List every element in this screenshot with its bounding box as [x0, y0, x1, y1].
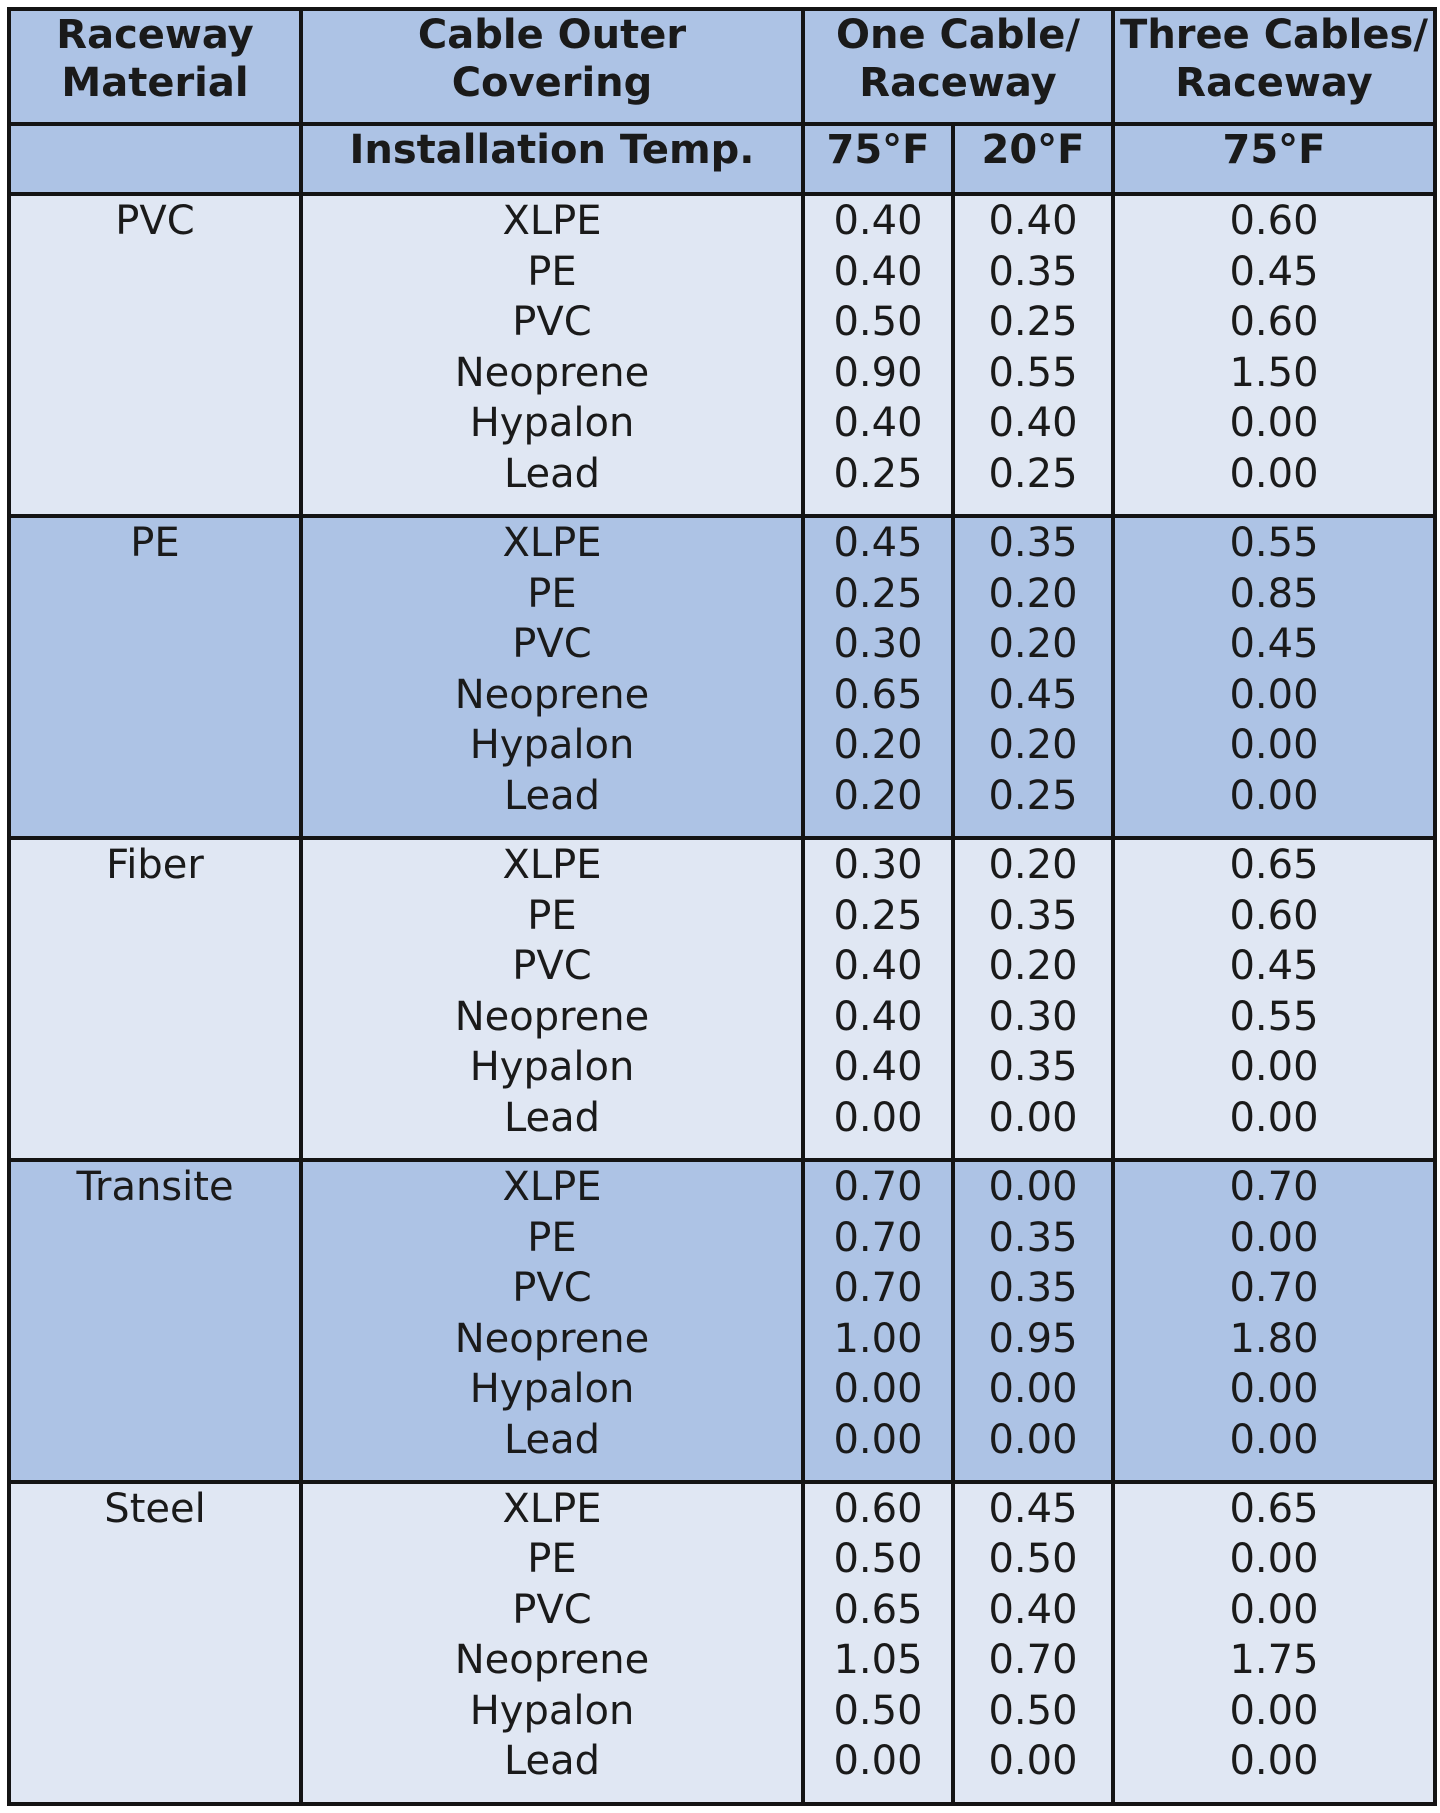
one-cable-75f-cell	[803, 1482, 953, 1804]
raceway-material-cell	[9, 838, 301, 1160]
coefficient-value: 0.40	[833, 1044, 923, 1091]
coefficient-value: 0.60	[833, 1485, 923, 1532]
header-empty-cell	[9, 124, 301, 194]
coefficient-value: 0.40	[988, 400, 1078, 447]
coefficient-value: 0.95	[988, 1315, 1078, 1362]
one-cable-20f-cell	[953, 516, 1113, 838]
header-temp-three-cables-75f: 75°F	[1113, 124, 1435, 194]
three-cables-75f-cell	[1113, 1160, 1435, 1482]
coefficient-value: 0.00	[1229, 1687, 1319, 1734]
coefficient-value: 0.00	[833, 1738, 923, 1785]
header-temp-one-cable-75f: 75°F	[803, 124, 953, 194]
covering-label: Neoprene	[454, 1637, 650, 1684]
coefficient-value: 0.00	[988, 1416, 1078, 1463]
coefficient-value: 0.30	[833, 621, 923, 668]
coefficient-value: 0.00	[1229, 1536, 1319, 1583]
coefficient-value: 0.45	[1229, 943, 1319, 990]
covering-label: XLPE	[502, 198, 602, 245]
coefficient-value: 0.65	[833, 1586, 923, 1633]
header-temp-one-cable-20f: 20°F	[953, 124, 1113, 194]
covering-label: PE	[527, 570, 577, 617]
coefficient-value: 0.40	[833, 248, 923, 295]
coefficient-value: 0.00	[1229, 1094, 1319, 1141]
coefficient-value: 0.35	[988, 1044, 1078, 1091]
coefficient-value: 0.55	[1229, 993, 1319, 1040]
coefficient-value: 0.65	[1229, 842, 1319, 889]
raceway-material-cell	[9, 194, 301, 516]
coefficient-value: 0.00	[988, 1366, 1078, 1413]
coefficient-value: 0.50	[833, 1687, 923, 1734]
coefficient-value: 0.40	[833, 993, 923, 1040]
one-cable-20f-cell	[953, 838, 1113, 1160]
three-cables-75f-cell	[1113, 838, 1435, 1160]
header-one-cable-per-raceway	[803, 9, 1113, 124]
coefficient-value: 0.40	[833, 198, 923, 245]
coefficient-value: 0.20	[988, 842, 1078, 889]
coefficient-value: 0.20	[988, 621, 1078, 668]
coefficient-value: 0.35	[988, 1265, 1078, 1312]
coefficient-value: 0.20	[833, 772, 923, 819]
coefficient-value: 0.25	[833, 450, 923, 497]
coefficient-value: 0.00	[1229, 1214, 1319, 1261]
covering-label: PVC	[512, 299, 592, 346]
one-cable-75f-cell	[803, 838, 953, 1160]
covering-label: Lead	[503, 1738, 601, 1785]
coefficient-value: 0.00	[1229, 400, 1319, 447]
covering-label: Neoprene	[454, 1315, 650, 1362]
raceway-material-label: PE	[130, 520, 180, 567]
header-raceway-material	[9, 9, 301, 124]
coefficient-value: 0.25	[833, 892, 923, 939]
covering-label: Hypalon	[469, 1366, 635, 1413]
covering-label: PE	[527, 892, 577, 939]
coefficient-value: 0.00	[988, 1094, 1078, 1141]
covering-label: XLPE	[502, 842, 602, 889]
coefficient-value: 0.50	[833, 1536, 923, 1583]
coefficient-value: 0.40	[833, 400, 923, 447]
coefficient-value: 0.35	[988, 248, 1078, 295]
three-cables-75f-cell	[1113, 516, 1435, 838]
coefficient-value: 0.00	[988, 1164, 1078, 1211]
coefficient-value: 0.60	[1229, 198, 1319, 245]
covering-label: PVC	[512, 1265, 592, 1312]
cable-covering-cell	[301, 1482, 803, 1804]
header-line: Raceway	[1175, 60, 1373, 106]
raceway-material-label: Steel	[104, 1485, 206, 1532]
cable-covering-cell	[301, 838, 803, 1160]
coefficient-value: 0.35	[988, 892, 1078, 939]
coefficient-value: 0.35	[988, 1214, 1078, 1261]
header-row	[9, 9, 1435, 124]
covering-label: PVC	[512, 943, 592, 990]
coefficient-value: 0.70	[1229, 1265, 1319, 1312]
coefficient-value: 1.80	[1229, 1315, 1319, 1362]
coefficient-value: 0.20	[988, 943, 1078, 990]
coefficient-value: 1.05	[833, 1637, 923, 1684]
covering-label: XLPE	[502, 1485, 602, 1532]
coefficient-value: 0.45	[988, 1485, 1078, 1532]
one-cable-75f-cell	[803, 1160, 953, 1482]
cable-covering-cell	[301, 516, 803, 838]
header-installation-temp: Installation Temp.	[301, 124, 803, 194]
coefficient-value: 0.60	[1229, 299, 1319, 346]
covering-label: Lead	[503, 772, 601, 819]
coefficient-value: 0.70	[833, 1214, 923, 1261]
header-line: Covering	[451, 60, 653, 106]
coefficient-value: 0.00	[1229, 1586, 1319, 1633]
raceway-material-cell	[9, 1482, 301, 1804]
one-cable-75f-cell	[803, 194, 953, 516]
coefficient-value: 0.70	[833, 1265, 923, 1312]
covering-label: PE	[527, 248, 577, 295]
coefficient-value: 0.00	[1229, 722, 1319, 769]
raceway-material-cell	[9, 1160, 301, 1482]
header-line: Cable Outer	[417, 12, 687, 58]
friction-coefficient-table	[7, 7, 1437, 1806]
material-group-row	[9, 1160, 1435, 1482]
coefficient-value: 0.55	[1229, 520, 1319, 567]
coefficient-value: 0.00	[1229, 1738, 1319, 1785]
covering-label: Lead	[503, 1094, 601, 1141]
coefficient-value: 0.60	[1229, 892, 1319, 939]
one-cable-20f-cell	[953, 194, 1113, 516]
coefficient-value: 0.00	[1229, 1366, 1319, 1413]
covering-label: XLPE	[502, 1164, 602, 1211]
material-group-row	[9, 1482, 1435, 1804]
coefficient-value: 0.35	[988, 520, 1078, 567]
coefficient-value: 0.70	[1229, 1164, 1319, 1211]
covering-label: Neoprene	[454, 349, 650, 396]
one-cable-20f-cell	[953, 1160, 1113, 1482]
header-three-cables-per-raceway	[1113, 9, 1435, 124]
coefficient-value: 0.00	[1229, 671, 1319, 718]
coefficient-value: 0.00	[988, 1738, 1078, 1785]
coefficient-value: 0.55	[988, 349, 1078, 396]
coefficient-value: 0.20	[988, 570, 1078, 617]
coefficient-value: 0.65	[833, 671, 923, 718]
covering-label: Neoprene	[454, 993, 650, 1040]
one-cable-20f-cell	[953, 1482, 1113, 1804]
temperature-header-row	[9, 124, 1435, 194]
coefficient-value: 0.40	[988, 198, 1078, 245]
covering-label: Hypalon	[469, 1044, 635, 1091]
coefficient-value: 0.20	[833, 722, 923, 769]
coefficient-value: 0.40	[988, 1586, 1078, 1633]
header-line: Raceway	[859, 60, 1057, 106]
coefficient-value: 0.30	[833, 842, 923, 889]
three-cables-75f-cell	[1113, 194, 1435, 516]
covering-label: PE	[527, 1214, 577, 1261]
raceway-material-label: Transite	[76, 1164, 234, 1211]
covering-label: Hypalon	[469, 400, 635, 447]
coefficient-value: 0.40	[833, 943, 923, 990]
material-group-row	[9, 838, 1435, 1160]
coefficient-value: 0.00	[1229, 1044, 1319, 1091]
coefficient-value: 0.00	[1229, 772, 1319, 819]
coefficient-value: 0.00	[833, 1366, 923, 1413]
header-line: Raceway	[56, 12, 254, 58]
header-line: Material	[61, 60, 249, 106]
covering-label: PE	[527, 1536, 577, 1583]
covering-label: Hypalon	[469, 722, 635, 769]
raceway-material-label: PVC	[115, 198, 195, 245]
coefficient-value: 0.45	[1229, 248, 1319, 295]
coefficient-value: 0.25	[988, 772, 1078, 819]
covering-label: Lead	[503, 1416, 601, 1463]
coefficient-value: 0.45	[988, 671, 1078, 718]
coefficient-value: 0.30	[988, 993, 1078, 1040]
covering-label: Neoprene	[454, 671, 650, 718]
covering-label: PVC	[512, 1586, 592, 1633]
covering-label: XLPE	[502, 520, 602, 567]
coefficient-value: 0.50	[988, 1536, 1078, 1583]
cable-covering-cell	[301, 194, 803, 516]
cable-covering-cell	[301, 1160, 803, 1482]
coefficient-value: 0.65	[1229, 1485, 1319, 1532]
coefficient-value: 0.85	[1229, 570, 1319, 617]
coefficient-value: 0.20	[988, 722, 1078, 769]
coefficient-value: 0.00	[1229, 450, 1319, 497]
coefficient-value: 0.70	[833, 1164, 923, 1211]
coefficient-value: 0.25	[988, 450, 1078, 497]
header-line: Three Cables/	[1120, 12, 1428, 58]
one-cable-75f-cell	[803, 516, 953, 838]
material-group-row	[9, 194, 1435, 516]
header-line: One Cable/	[836, 12, 1080, 58]
coefficient-value: 0.70	[988, 1637, 1078, 1684]
coefficient-value: 0.25	[833, 570, 923, 617]
coefficient-value: 0.25	[988, 299, 1078, 346]
coefficient-value: 1.50	[1229, 349, 1319, 396]
coefficient-value: 0.45	[1229, 621, 1319, 668]
three-cables-75f-cell	[1113, 1482, 1435, 1804]
coefficient-value: 0.00	[1229, 1416, 1319, 1463]
coefficient-value: 0.50	[988, 1687, 1078, 1734]
coefficient-value: 0.90	[833, 349, 923, 396]
coefficient-value: 1.00	[833, 1315, 923, 1362]
coefficient-value: 1.75	[1229, 1637, 1319, 1684]
coefficient-value: 0.50	[833, 299, 923, 346]
raceway-material-cell	[9, 516, 301, 838]
raceway-material-label: Fiber	[106, 842, 204, 889]
header-cable-outer-covering	[301, 9, 803, 124]
material-group-row	[9, 516, 1435, 838]
covering-label: Lead	[503, 450, 601, 497]
covering-label: Hypalon	[469, 1687, 635, 1734]
coefficient-value: 0.45	[833, 520, 923, 567]
coefficient-value: 0.00	[833, 1416, 923, 1463]
covering-label: PVC	[512, 621, 592, 668]
coefficient-value: 0.00	[833, 1094, 923, 1141]
